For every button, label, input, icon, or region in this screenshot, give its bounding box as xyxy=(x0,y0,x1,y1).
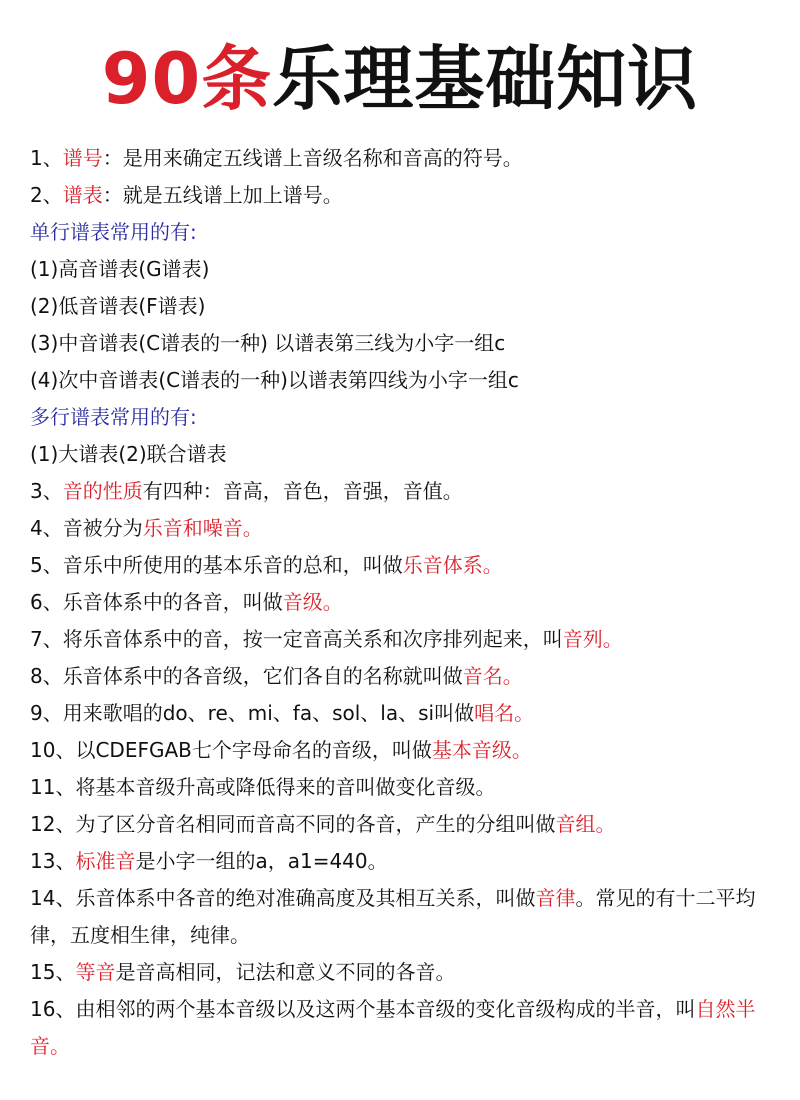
highlighted-term: 音组。 xyxy=(555,812,616,836)
highlighted-term: 唱名。 xyxy=(474,701,535,725)
section-subheading xyxy=(30,399,780,436)
highlighted-term: 乐音体系。 xyxy=(402,553,503,577)
item-text: 8、乐音体系中的各音级，它们各自的名称就叫做 xyxy=(30,664,463,688)
list-item xyxy=(30,547,780,584)
highlighted-term: 音名。 xyxy=(462,664,523,688)
item-text: 16、由相邻的两个基本音级以及这两个基本音级的变化音级构成的半音，叫 xyxy=(30,997,696,1021)
item-text: 7、将乐音体系中的音，按一定音高关系和次序排列起来，叫 xyxy=(30,627,563,651)
item-text: (1)高音谱表(G谱表) xyxy=(30,257,210,281)
list-item xyxy=(30,584,780,621)
list-item xyxy=(30,140,780,177)
item-text: 3、 xyxy=(30,479,63,503)
list-item xyxy=(30,288,780,325)
item-text: 13、 xyxy=(30,849,76,873)
item-text: 6、乐音体系中的各音，叫做 xyxy=(30,590,283,614)
title-number: 90条 xyxy=(101,38,273,120)
item-text: 11、将基本音级升高或降低得来的音叫做变化音级。 xyxy=(30,775,496,799)
page-title xyxy=(0,34,800,124)
item-text: 1、 xyxy=(30,146,63,170)
list-item xyxy=(30,362,780,399)
item-text: (4)次中音谱表(C谱表的一种)以谱表第四线为小字一组c xyxy=(30,368,519,392)
item-text: 有四种：音高，音色，音强，音值。 xyxy=(142,479,463,503)
list-item xyxy=(30,473,780,510)
list-item xyxy=(30,769,780,806)
item-text: 是小字一组的a，a1=440。 xyxy=(135,849,388,873)
item-text: 2、 xyxy=(30,183,63,207)
list-item xyxy=(30,325,780,362)
list-item xyxy=(30,880,780,954)
knowledge-list xyxy=(30,140,780,1065)
highlighted-term: 音级。 xyxy=(282,590,343,614)
item-text: ：就是五线谱上加上谱号。 xyxy=(102,183,343,207)
list-item xyxy=(30,621,780,658)
item-text: (2)低音谱表(F谱表) xyxy=(30,294,206,318)
title-text: 乐理基础知识 xyxy=(272,38,699,120)
item-text: ：是用来确定五线谱上音级名称和音高的符号。 xyxy=(102,146,523,170)
section-subheading xyxy=(30,214,780,251)
list-item xyxy=(30,954,780,991)
highlighted-term: 自然半音。 xyxy=(30,997,756,1058)
list-item xyxy=(30,436,780,473)
list-item xyxy=(30,843,780,880)
item-text: 单行谱表常用的有: xyxy=(30,220,197,244)
list-item xyxy=(30,177,780,214)
item-text: 5、音乐中所使用的基本乐音的总和，叫做 xyxy=(30,553,403,577)
list-item xyxy=(30,732,780,769)
highlighted-term: 乐音和噪音。 xyxy=(142,516,263,540)
item-text: 10、以CDEFGAB七个字母命名的音级，叫做 xyxy=(30,738,432,762)
list-item xyxy=(30,991,780,1065)
highlighted-term: 音律 xyxy=(535,886,576,910)
item-text: (1)大谱表(2)联合谱表 xyxy=(30,442,227,466)
highlighted-term: 标准音 xyxy=(75,849,136,873)
list-item xyxy=(30,510,780,547)
item-text: 是音高相同，记法和意义不同的各音。 xyxy=(115,960,456,984)
item-text: 多行谱表常用的有: xyxy=(30,405,197,429)
highlighted-term: 音的性质 xyxy=(62,479,143,503)
list-item xyxy=(30,806,780,843)
item-text: 9、用来歌唱的do、re、mi、fa、sol、la、si叫做 xyxy=(30,701,475,725)
highlighted-term: 谱表 xyxy=(62,183,103,207)
item-text: 12、为了区分音名相同而音高不同的各音，产生的分组叫做 xyxy=(30,812,556,836)
item-text: 。常见的有十二平均律，五度相生律，纯律。 xyxy=(30,886,756,947)
highlighted-term: 基本音级。 xyxy=(431,738,532,762)
list-item xyxy=(30,251,780,288)
highlighted-term: 等音 xyxy=(75,960,116,984)
list-item xyxy=(30,695,780,732)
highlighted-term: 谱号 xyxy=(62,146,103,170)
item-text: 15、 xyxy=(30,960,76,984)
list-item xyxy=(30,658,780,695)
highlighted-term: 音列。 xyxy=(562,627,623,651)
item-text: 14、乐音体系中各音的绝对准确高度及其相互关系，叫做 xyxy=(30,886,536,910)
item-text: 4、音被分为 xyxy=(30,516,143,540)
item-text: (3)中音谱表(C谱表的一种) 以谱表第三线为小字一组c xyxy=(30,331,506,355)
